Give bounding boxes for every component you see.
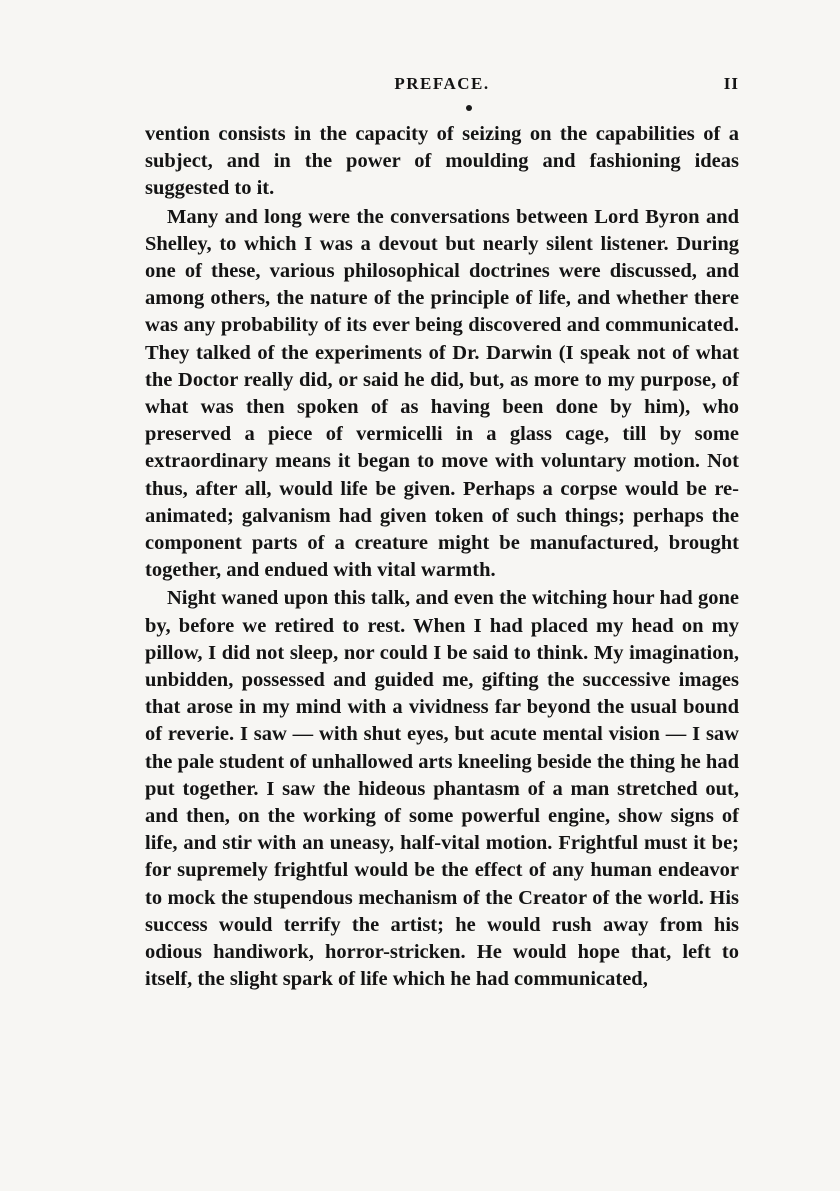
running-title: PREFACE.: [394, 74, 490, 93]
paragraph: Night waned upon this talk, and even the witching hour had gone by, before we retired to rest. When I had placed my head on my pillow, I did not sleep, nor could I be said to think. My imagination, unbidden, possessed and guided me, gifting the successive images that arose in my mind with a vividness far beyond the usual bound of reverie. I saw — with shut eyes, but acute mental vision — I saw the pale student of unhallowed arts kneeling beside the thing he had put together. I saw the hideous phantasm of a man stretched out, and then, on the working of some powerful engine, show signs of life, and stir with an uneasy, half-vital motion. Frightful must it be; for supremely frightful would be the effect of any human endeavor to mock the stupendous mechanism of the Creator of the world. His success would terrify the artist; he would rush away from his odious handiwork, horror-stricken. He would hope that, left to itself, the slight spark of life which he had communicated,: [145, 587, 739, 991]
printer-mark: [466, 105, 472, 111]
paragraph-continued: vention consists in the capacity of seizing on the capabilities of a subject, and in the power of moulding and fashioning ideas suggested to it.: [145, 123, 739, 200]
body-text: [145, 121, 739, 995]
paragraph: Many and long were the conversations between Lord Byron and Shelley, to which I was a devout but nearly silent listener. During one of these, various philosophical doctrines were discussed, and among others, the nature of the principle of life, and whether there was any probability of its ever being discovered and communicated. They talked of the experiments of Dr. Darwin (I speak not of what the Doctor really did, or said he did, but, as more to my purpose, of what was then spoken of as having been done by him), who preserved a piece of vermicelli in a glass cage, till by some extraordinary means it began to move with voluntary motion. Not thus, after all, would life be given. Perhaps a corpse would be re-animated; galvanism had given token of such things; perhaps the component parts of a creature might be manufactured, brought together, and endued with vital warmth.: [145, 205, 739, 582]
running-head: [145, 74, 739, 98]
page-number: II: [723, 74, 739, 93]
